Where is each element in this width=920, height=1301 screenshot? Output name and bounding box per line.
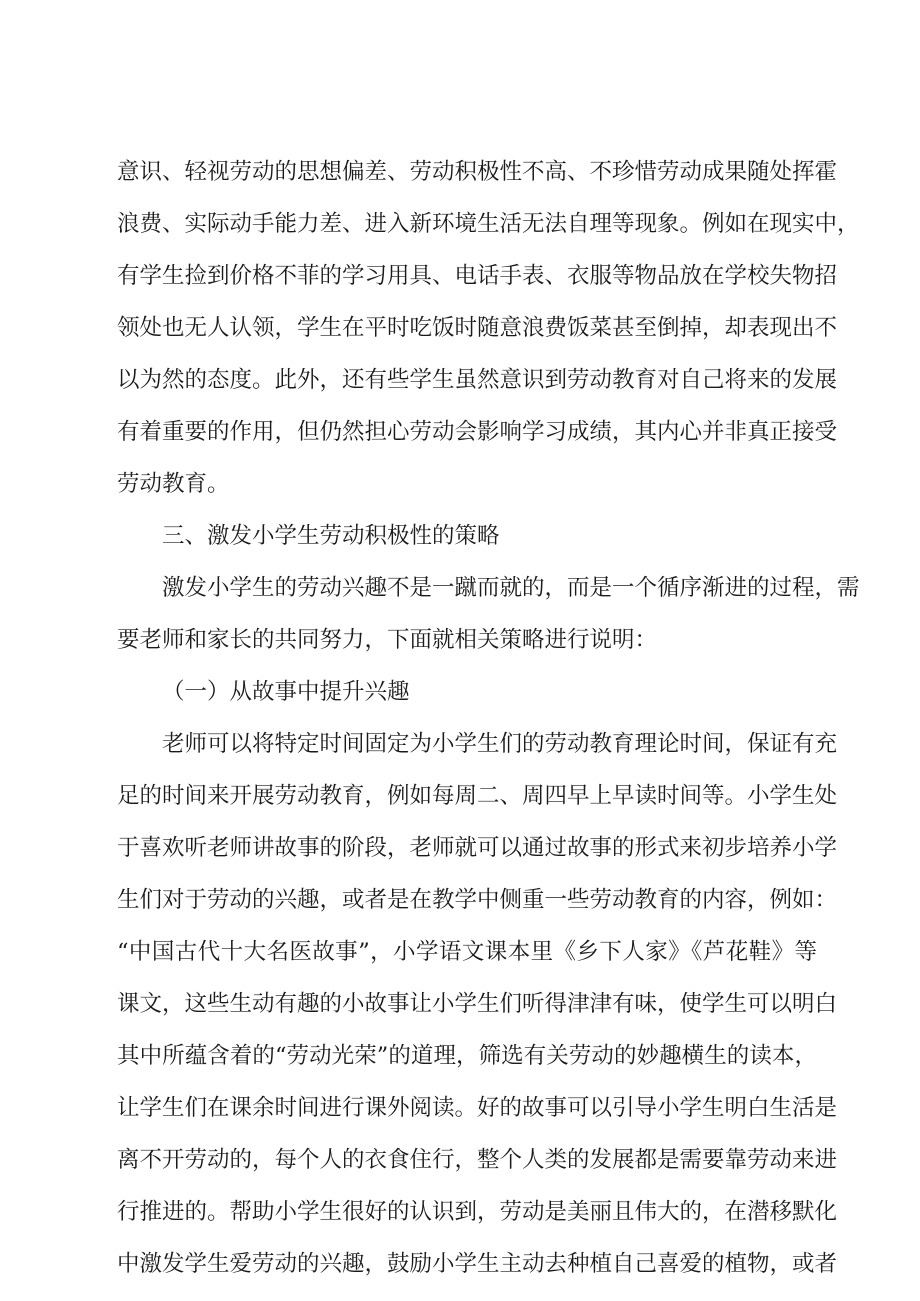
paragraph-line: 生们对于劳动的兴趣，或者是在教学中侧重一些劳动教育的内容，例如：: [117, 887, 838, 913]
paragraph-line: 有着重要的作用，但仍然担心劳动会影响学习成绩，其内心并非真正接受: [117, 419, 838, 445]
paragraph-line: 让学生们在课余时间进行课外阅读。好的故事可以引导小学生明白生活是: [117, 1095, 838, 1121]
paragraph-line: 有学生捡到价格不菲的学习用具、电话手表、衣服等物品放在学校失物招: [117, 263, 838, 289]
paragraph-line: 老师可以将特定时间固定为小学生们的劳动教育理论时间，保证有充: [162, 731, 838, 757]
paragraph-line: 领处也无人认领，学生在平时吃饭时随意浪费饭菜甚至倒掉，却表现出不: [117, 315, 838, 341]
paragraph-line: 浪费、实际动手能力差、进入新环境生活无法自理等现象。例如在现实中，: [117, 211, 860, 237]
paragraph-line: 激发小学生的劳动兴趣不是一蹴而就的，而是一个循序渐进的过程，需: [162, 575, 860, 601]
paragraph-line: 离不开劳动的，每个人的衣食住行，整个人类的发展都是需要靠劳动来进: [117, 1147, 838, 1173]
paragraph-line: 意识、轻视劳动的思想偏差、劳动积极性不高、不珍惜劳动成果随处挥霍: [117, 159, 838, 185]
paragraph-line: 于喜欢听老师讲故事的阶段，老师就可以通过故事的形式来初步培养小学: [117, 835, 838, 861]
paragraph-line: 课文，这些生动有趣的小故事让小学生们听得津津有味，使学生可以明白: [117, 991, 838, 1017]
paragraph-line: 足的时间来开展劳动教育，例如每周二、周四早上早读时间等。小学生处: [117, 783, 838, 809]
paragraph-line: 要老师和家长的共同努力，下面就相关策略进行说明：: [117, 627, 658, 653]
paragraph-line: 劳动教育。: [117, 471, 230, 497]
subsection-heading: （一）从故事中提升兴趣: [162, 679, 410, 705]
paragraph-line: 其中所蕴含着的“劳动光荣”的道理，筛选有关劳动的妙趣横生的读本，: [117, 1043, 817, 1069]
paragraph-line: 以为然的态度。此外，还有些学生虽然意识到劳动教育对自己将来的发展: [117, 367, 838, 393]
paragraph-line: “中国古代十大名医故事”，小学语文课本里《乡下人家》《芦花鞋》等: [117, 939, 817, 965]
section-heading: 三、激发小学生劳动积极性的策略: [162, 523, 500, 549]
paragraph-line: 行推进的。帮助小学生很好的认识到，劳动是美丽且伟大的，在潜移默化: [117, 1199, 838, 1225]
paragraph-line: 中激发学生爱劳动的兴趣，鼓励小学生主动去种植自己喜爱的植物，或者: [117, 1251, 838, 1277]
